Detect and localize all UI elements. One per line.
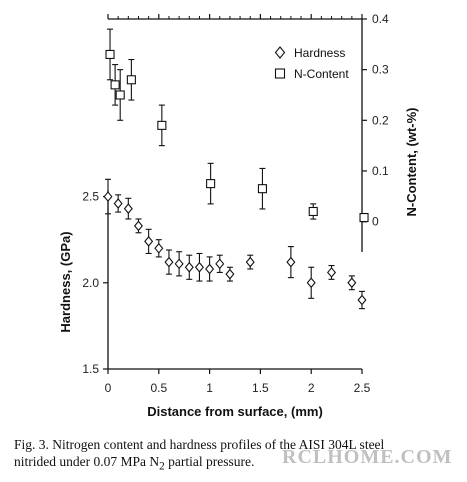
right-tick-label: 0.3	[372, 62, 389, 77]
caption-line-1: Fig. 3. Nitrogen content and hardness profiles of the AISI 304L steel	[14, 437, 385, 452]
hardness-point	[328, 268, 336, 277]
hardness-point	[348, 278, 356, 287]
legend-diamond-icon	[276, 47, 285, 58]
n-content-point	[106, 50, 114, 58]
caption-line-2-suffix: partial pressure.	[164, 454, 255, 469]
n-content-point	[111, 81, 119, 89]
n-content-point	[360, 214, 368, 222]
right-tick-label: 0.2	[372, 113, 389, 128]
hardness-point	[125, 204, 133, 213]
hardness-series	[104, 179, 366, 308]
right-tick-label: 0	[372, 214, 379, 229]
hardness-point	[155, 244, 163, 253]
legend-square-icon	[276, 69, 285, 78]
hardness-point	[145, 237, 153, 246]
hardness-point	[175, 259, 183, 268]
hardness-point	[185, 263, 193, 272]
n-content-point	[258, 185, 266, 193]
hardness-point	[216, 259, 224, 268]
legend-n-content-label: N-Content	[294, 67, 349, 81]
left-tick-label: 2.0	[82, 275, 99, 290]
x-axis-title: Distance from surface, (mm)	[147, 404, 323, 419]
n-content-point	[116, 91, 124, 99]
n-content-point	[127, 76, 135, 84]
n-content-point	[309, 207, 317, 215]
n-content-point	[158, 121, 166, 129]
right-axis-title: N-Content, (wt-%)	[404, 107, 419, 217]
hardness-point	[104, 192, 112, 201]
hardness-point	[196, 263, 204, 272]
legend-hardness-label: Hardness	[294, 46, 346, 60]
hardness-point	[226, 270, 234, 279]
n-content-point	[207, 180, 215, 188]
x-tick-label: 1	[206, 381, 213, 395]
caption-line-2-prefix: nitrided under 0.07 MPa N	[14, 454, 160, 469]
x-tick-label: 0	[104, 381, 112, 395]
hardness-point	[246, 258, 254, 267]
hardness-point	[135, 221, 143, 230]
hardness-point	[287, 258, 295, 267]
hardness-point	[358, 296, 366, 305]
x-tick-label: 1.5	[252, 381, 269, 395]
left-tick-label: 2.5	[82, 189, 99, 204]
x-tick-label: 2.5	[353, 381, 371, 395]
left-axis-title: Hardness, (GPa)	[58, 231, 73, 333]
right-tick-label: 0.1	[372, 163, 389, 178]
hardness-point	[307, 278, 315, 287]
x-tick-label: 2	[307, 381, 315, 395]
hardness-point	[206, 264, 214, 273]
right-tick-label: 0.4	[372, 12, 389, 26]
left-tick-label: 1.5	[82, 362, 99, 376]
x-tick-label: 0.5	[150, 381, 168, 395]
hardness-point	[114, 199, 122, 208]
legend	[276, 46, 350, 81]
watermark-logo: RCLHOME.COM	[282, 446, 453, 468]
caption-subscript: 2	[159, 460, 165, 473]
hardness-point	[165, 258, 173, 267]
